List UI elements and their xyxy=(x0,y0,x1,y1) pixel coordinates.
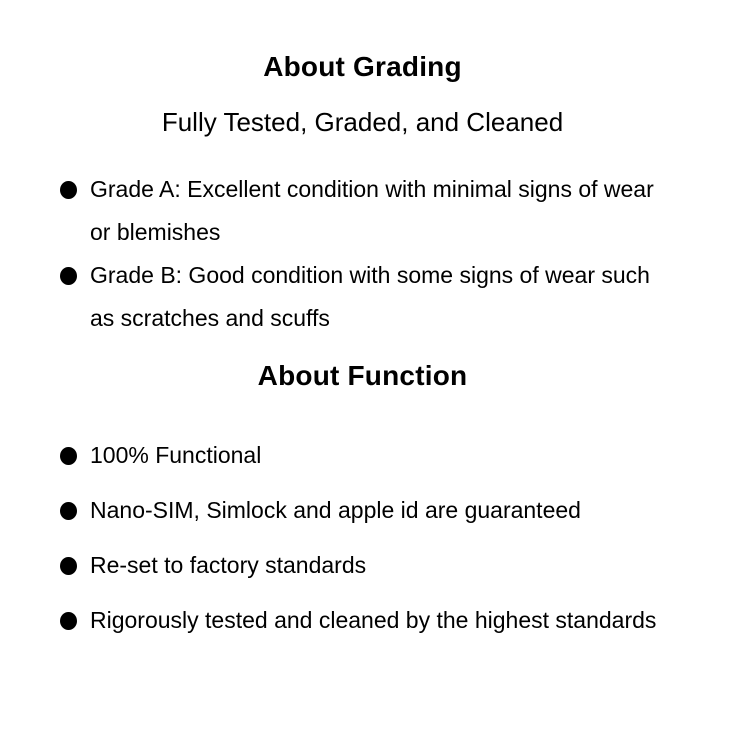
list-item xyxy=(60,168,665,254)
list-item xyxy=(60,544,665,587)
bullet-icon xyxy=(60,612,77,630)
list-item-text: 100% Functional xyxy=(90,442,262,468)
list-item xyxy=(60,434,665,477)
bullet-icon xyxy=(60,181,77,199)
list-item xyxy=(60,489,665,532)
function-bullet-list xyxy=(60,434,665,642)
list-item-text: Grade B: Good condition with some signs of wear such as scratches and scuffs xyxy=(90,262,650,331)
bullet-icon xyxy=(60,447,77,465)
function-section xyxy=(60,359,665,642)
list-item xyxy=(60,599,665,642)
grading-section-title: About Grading xyxy=(263,51,462,82)
grading-section xyxy=(60,50,665,340)
function-section-title: About Function xyxy=(257,360,468,391)
list-item-text: Nano-SIM, Simlock and apple id are guaranteed xyxy=(90,497,581,523)
grading-section-subtitle: Fully Tested, Graded, and Cleaned xyxy=(161,107,564,137)
bullet-icon xyxy=(60,557,77,575)
list-item xyxy=(60,254,665,340)
list-item-text: Re-set to factory standards xyxy=(90,552,367,578)
bullet-icon xyxy=(60,267,77,285)
list-item-text: Rigorously tested and cleaned by the highest standards xyxy=(90,607,657,633)
grading-bullet-list xyxy=(60,168,665,340)
list-item-text: Grade A: Excellent condition with minimal signs of wear or blemishes xyxy=(90,176,654,245)
bullet-icon xyxy=(60,502,77,520)
